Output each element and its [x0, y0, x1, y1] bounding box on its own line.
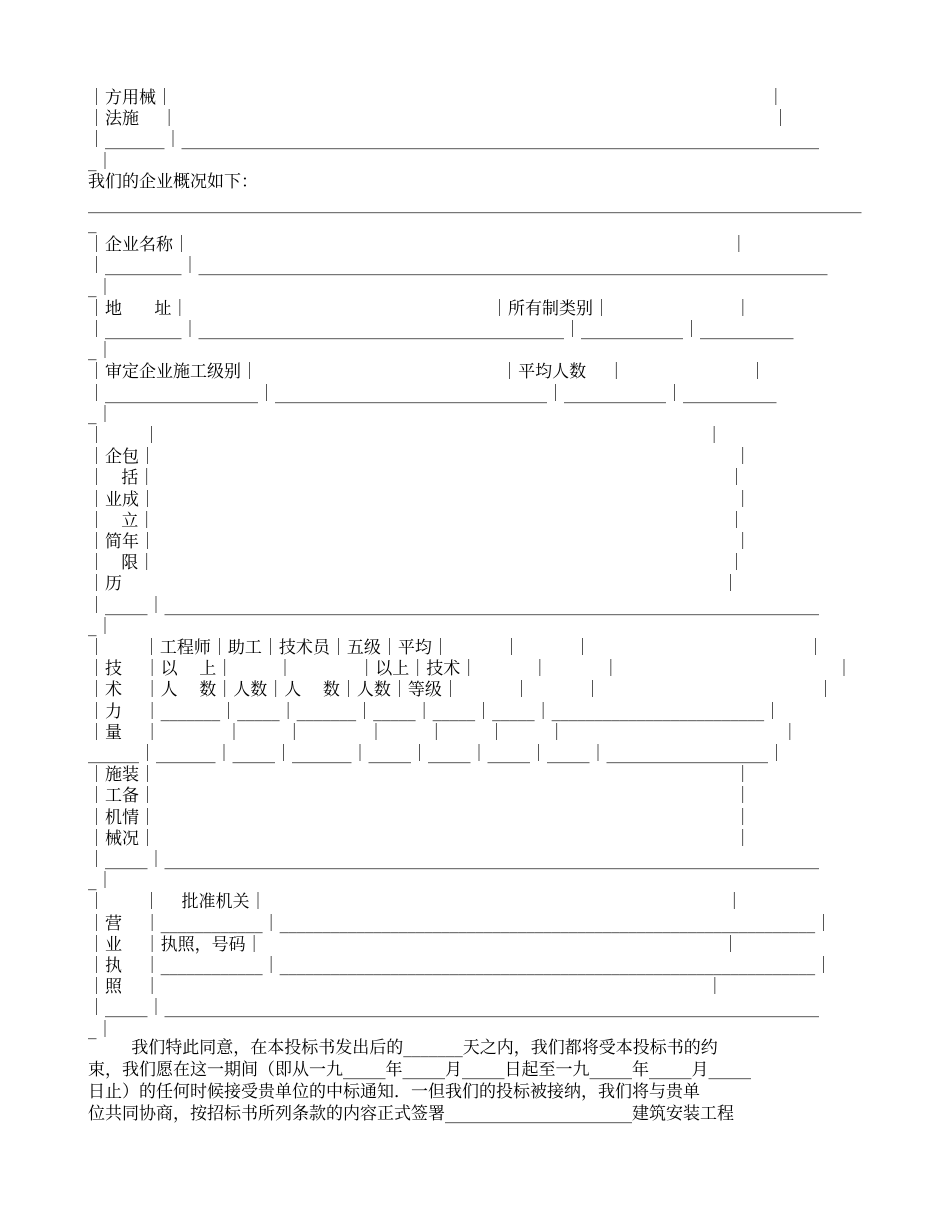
paragraph-line: 位共同协商，按招标书所列条款的内容正式签署______________________建筑安装工程 — [88, 1104, 734, 1124]
table-line: ｜_________｜___________________________________________｜____________｜___________ — [88, 320, 794, 340]
table-line: _｜ — [88, 277, 114, 298]
table-line: ｜_____｜_____________________________________________________________________________ — [88, 998, 819, 1019]
table-line: ｜ 括｜ ｜ — [88, 468, 746, 489]
table-line: ｜机情｜ ｜ — [88, 807, 752, 828]
table-line: ______｜_______｜_____｜_______｜_____｜_____｜_____｜_____｜___________________｜ — [88, 744, 785, 764]
table-line: _｜ — [88, 341, 114, 362]
table-line: _ — [88, 214, 97, 234]
form-line: _｜ — [88, 151, 114, 172]
separator-line: ___________________________________________________________________________________________ — [88, 194, 862, 214]
table-line: ｜_____｜_____________________________________________________________________________ — [88, 595, 819, 616]
table-line: ｜业 ｜执照，号码｜ ｜ — [88, 934, 739, 955]
table-line: ｜_____｜_____________________________________________________________________________ — [88, 850, 819, 870]
table-line: ｜ 限｜ ｜ — [88, 553, 746, 574]
form-line: ｜_______｜___________________________________________________________________________ — [88, 130, 819, 151]
table-line: ｜业成｜ ｜ — [88, 489, 752, 510]
table-line: ｜营 ｜____________｜_______________________________________________________________｜ — [88, 913, 833, 934]
table-line: ｜执 ｜____________｜_______________________________________________________________｜ — [88, 956, 833, 976]
table-line: ｜__________________｜________________________________｜____________｜___________ — [88, 383, 777, 404]
table-line: ｜ ｜ ｜ — [88, 426, 723, 446]
table-line: ｜企包｜ ｜ — [88, 447, 752, 468]
table-line: ｜械况｜ ｜ — [88, 828, 752, 849]
table-line: ｜简年｜ ｜ — [88, 532, 752, 552]
table-line: ｜力 ｜_______｜_____｜_______｜_____｜_____｜_____｜_________________________｜ — [88, 701, 782, 722]
table-line: ｜量 ｜ ｜ ｜ ｜ ｜ ｜ ｜ ｜ — [88, 722, 799, 743]
table-line: _｜ — [88, 404, 114, 425]
table-line: _｜ — [88, 871, 114, 892]
table-line: ｜历 ｜ — [88, 574, 739, 595]
table-line: ｜ ｜ 批准机关｜ ｜ — [88, 892, 743, 913]
table-line: ｜地 址｜ ｜所有制类别｜ ｜ — [88, 298, 752, 319]
table-line: ｜企业名称｜ ｜ — [88, 235, 748, 256]
table-line: _｜ — [88, 1019, 114, 1040]
table-line: ｜术 ｜人 数｜人数｜人 数｜人数｜等级｜ ｜ ｜ ｜ — [88, 680, 835, 701]
table-line: ｜工备｜ ｜ — [88, 786, 752, 807]
table-line: ｜照 ｜ ｜ — [88, 977, 724, 998]
table-line: _｜ — [88, 616, 114, 637]
table-line: ｜ 立｜ ｜ — [88, 510, 746, 531]
table-line: ｜ ｜工程师｜助工｜技术员｜五级｜平均｜ ｜ ｜ ｜ — [88, 638, 825, 658]
table-line: ｜_________｜__________________________________________________________________________ — [88, 256, 828, 277]
form-line: ｜法施 ｜ ｜ — [88, 109, 790, 130]
paragraph-line: 我们特此同意，在本投标书发出后的_______天之内，我们都将受本投标书的约 — [88, 1038, 718, 1058]
form-line: ｜方用械｜ ｜ — [88, 88, 785, 108]
paragraph-line: 日止）的任何时候接受贵单位的中标通知．一但我们的投标被接纳，我们将与贵单 — [88, 1082, 700, 1102]
paragraph-line: 束，我们愿在这一期间（即从一九_____年_____月_____日起至一九_____年_____月_____ — [88, 1060, 751, 1080]
table-line: ｜施装｜ ｜ — [88, 765, 752, 786]
intro-text: 我们的企业概况如下： — [88, 172, 258, 192]
table-line: ｜审定企业施工级别｜ ｜平均人数 ｜ ｜ — [88, 362, 767, 383]
table-line: ｜技 ｜以 上｜ ｜ ｜以上｜技术｜ ｜ ｜ ｜ — [88, 659, 853, 680]
